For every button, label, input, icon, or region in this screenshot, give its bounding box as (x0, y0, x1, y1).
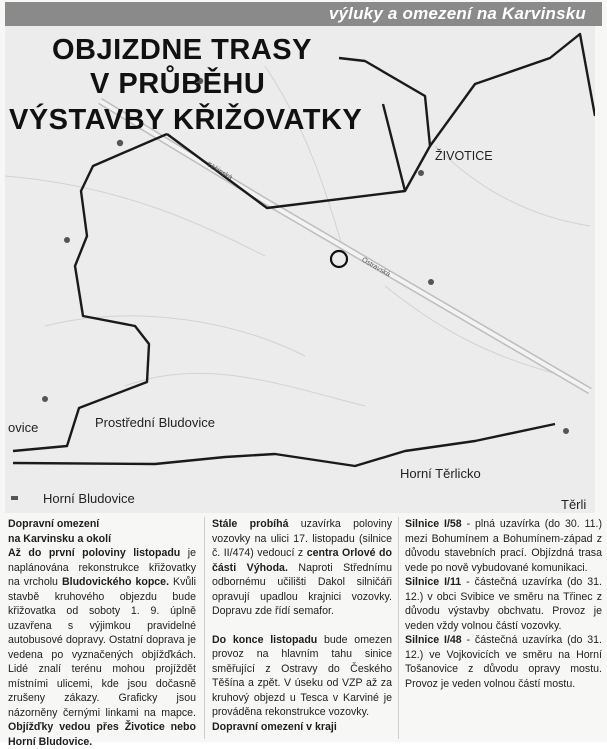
road-name: Silnice I/48 (405, 634, 462, 646)
column-heading-1: Dopravní omezení (8, 518, 100, 530)
column-divider (204, 517, 205, 739)
detour-south (13, 424, 555, 466)
road-label-ostravska: Ostravská (360, 256, 392, 279)
article-columns (8, 517, 603, 748)
bold-place: Bludovického kopce. (61, 576, 170, 588)
bold-lead: Stále probíhá (212, 518, 289, 530)
body-text: bude omezen provoz na hlavním tahu sinice směřující z Ostravy do Českého Těšína a zpět. V úseku od VZP až za kruhový objezd u Tesca v Karviné je prováděna rekonstrukce vozovky. (212, 633, 392, 718)
bold-lead: Do konce listopadu (212, 633, 318, 646)
article-column-2 (212, 517, 392, 734)
junction-circle (331, 251, 347, 267)
body-text: je naplánována rekonstrukce křižovatky na vrcholu (8, 547, 196, 588)
church-icon (42, 396, 48, 402)
church-icon (563, 428, 569, 434)
road-name: Silnice I/58 (405, 518, 462, 530)
article-column-1 (8, 517, 196, 749)
poi-icons (11, 78, 569, 500)
place-horni-terlicko: Horní Těrlicko (400, 466, 481, 481)
church-icon (428, 279, 434, 285)
body-text: - částečná uzavírka (do 31. 12.) v obci Svibice ve směru na Třinec z důvodu výstavby obchvatu. Provoz je veden vždy volnou částí vozovky. (405, 576, 602, 632)
detour-west (13, 134, 167, 451)
body-text: Kvůli stavbě kruhového objezdu bude křižovatka od soboty 1. 9. úplně uzavřena s výjimkou pravidelné autobusové dopravy. Ostatní doprava je vedena po vyznačených objížďkách. Lidé znalí terénu mohou projíždět místními ulicemi, kde jsou dočasně zrušeny zákazy. Graficky jsou názorněny černými linkami na mapce. (8, 576, 197, 719)
bold-place: centra Orlové do části Výhoda. (212, 547, 392, 574)
church-icon (117, 140, 123, 146)
body-text: - částečná uzavírka (do 31. 12.) ve Vojkovicích ve směru na Horní Tošanovice z důvodu opravy mostu. Provoz je veden volnou částí mostu. (405, 634, 602, 690)
detour-link (383, 104, 405, 191)
column-heading-2: na Karvinsku a okolí (8, 532, 112, 545)
section-title: výluky a omezení na Karvinsku (328, 4, 586, 23)
map-headline-line-3: VÝSTAVBY KŘIŽOVATKY (9, 104, 363, 136)
road-name: Silnice I/11 (405, 576, 462, 588)
body-text: uzavírka poloviny vozovky na ulici 17. listopadu (silnice č. II/474) vedoucí z (212, 518, 393, 559)
body-text: - plná uzavírka (do 30. 11.) mezi Bohumínem a Bohumínem-západ z důvodu stavebních prací. Objízdná trasa vede po nově vybudované komunikaci. (405, 518, 603, 574)
building-icon (11, 496, 18, 500)
main-road (100, 101, 590, 391)
place-terli: Těrli (561, 497, 587, 512)
detour-east (430, 34, 595, 146)
map-headline-line-2: V PRŮBĚHU (90, 68, 266, 100)
detour-map (5, 26, 595, 513)
place-horni-bludovice: Horní Bludovice (43, 491, 135, 506)
article-column-3 (405, 517, 602, 691)
church-icon (418, 170, 424, 176)
church-icon (64, 237, 70, 243)
lead-bold: Až do první poloviny listopadu (8, 547, 181, 559)
column-divider (398, 517, 399, 739)
map-headline-line-1: OBJIZDNE TRASY (52, 34, 312, 66)
section-header-bar (5, 2, 602, 26)
subsection-heading: Dopravní omezení v kraji (212, 720, 337, 733)
road-label-tesinska: Těšínská (205, 161, 234, 182)
bold-conclusion: Objížďky vedou přes Životice nebo Horní Bludovice. (8, 721, 196, 748)
place-ovice: ovice (8, 420, 39, 435)
place-prostredni-bludovice: Prostřední Bludovice (95, 415, 215, 430)
body-text: Naproti Střednímu odbornému učilišti Dakol silničáři opravují upadlou krajnici vozovky. Dopravu zde řídí semafor. (212, 561, 392, 617)
place-zivotice: ŽIVOTICE (435, 149, 493, 163)
